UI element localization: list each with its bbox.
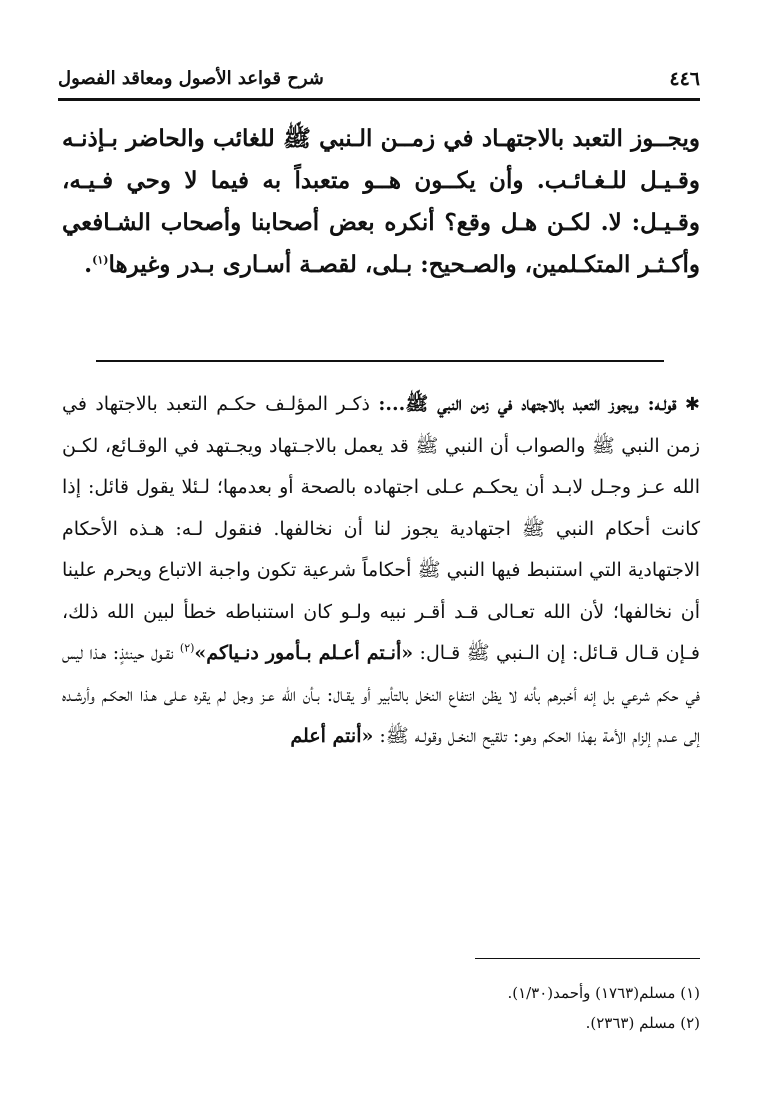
footnote-ref-2: (٢)	[179, 641, 195, 655]
commentary-part-1: ذكـر المؤلـف حكـم التعبد بالاجتهاد في زمن النبي ﷺ والصواب أن النبي ﷺ قد يعمل بالاجـتهاد ويجـتهد في الوقـائع، لكـن الله عـز وجـل لابـد أن يحكـم عـلى اجتهاده بالصحة أو بعدمها؛ لـئلا يقول قائل: إذا كانت أحكام النبي ﷺ اجتهادية يجوز لنا أن نخالفها. فنقول لـه: هـذه الأحكام الاجتهادية التي استنبط فيها النبي ﷺ أحكاماً شرعية تكون واجبة الاتباع ويحرم علينا أن نخالفها؛ لأن الله تعـالى قـد أقـر نبيه ولـو كان استنباطه خطأ لبين الله ذلك، فـإن قـال قـائل: إن الـنبي ﷺ قـال:	[62, 393, 700, 664]
footnote-ref-1: (١)	[92, 253, 109, 267]
commentary-lead: قولـه: ويجوز التعبد بالاجتهاد في زمن النبي ﷺ...:	[378, 393, 677, 415]
footnote-rule	[475, 958, 700, 959]
hadith-quote-2: «أنتم أعلم	[290, 725, 374, 747]
page-number: ٤٤٦	[669, 68, 700, 90]
commentary-text	[62, 384, 700, 758]
matn-end: .	[84, 251, 93, 278]
footnote-2: (٢) مسلم (٢٣٦٣).	[585, 1014, 700, 1032]
star-marker: ✱	[684, 394, 700, 415]
running-title: شرح قواعد الأصول ومعاقد الفصول	[58, 68, 324, 89]
header-rule	[58, 98, 700, 101]
matn-text	[62, 118, 700, 286]
footnote-1: (١) مسلم(١٧٦٣) وأحمد(١/٣٠).	[507, 984, 700, 1002]
running-header	[58, 62, 700, 102]
footnotes	[62, 978, 700, 1038]
commentary-part-2: نقـول حينئذٍ: هـذا ليس في حكم شرعي بل إنه أخبرهم بأنه لا يظن انتفاع النخل بالتأبير أو يقـال: بـأن الله عـز وجل لم يقره عـلى هـذا الحكـم وأرشـده إلى عـدم إلزام الأمة بهذا الحكم وهو: تلقيح النخـل وقولـه ﷺ:	[62, 642, 700, 747]
matn-divider	[96, 360, 664, 362]
matn-body: ويجــوز التعبد بالاجتهـاد في زمــن الـنبي ﷺ للغائب والحاضر بـإذنـه وقـيـل للـغـائـب. وأن يكــون هــو متعبداً به فيما لا وحي فـيـه، وقـيـل: لا. لكـن هـل وقع؟ أنكره بعض أصحابنا وأصحاب الشـافعي وأكـثـر المتكـلمين، والصـحيح: بـلى، لقصـة أسـارى بـدر وغيرها	[62, 125, 700, 278]
hadith-quote-1: «أنـتم أعـلم بـأمور دنـياكم»	[194, 642, 414, 664]
